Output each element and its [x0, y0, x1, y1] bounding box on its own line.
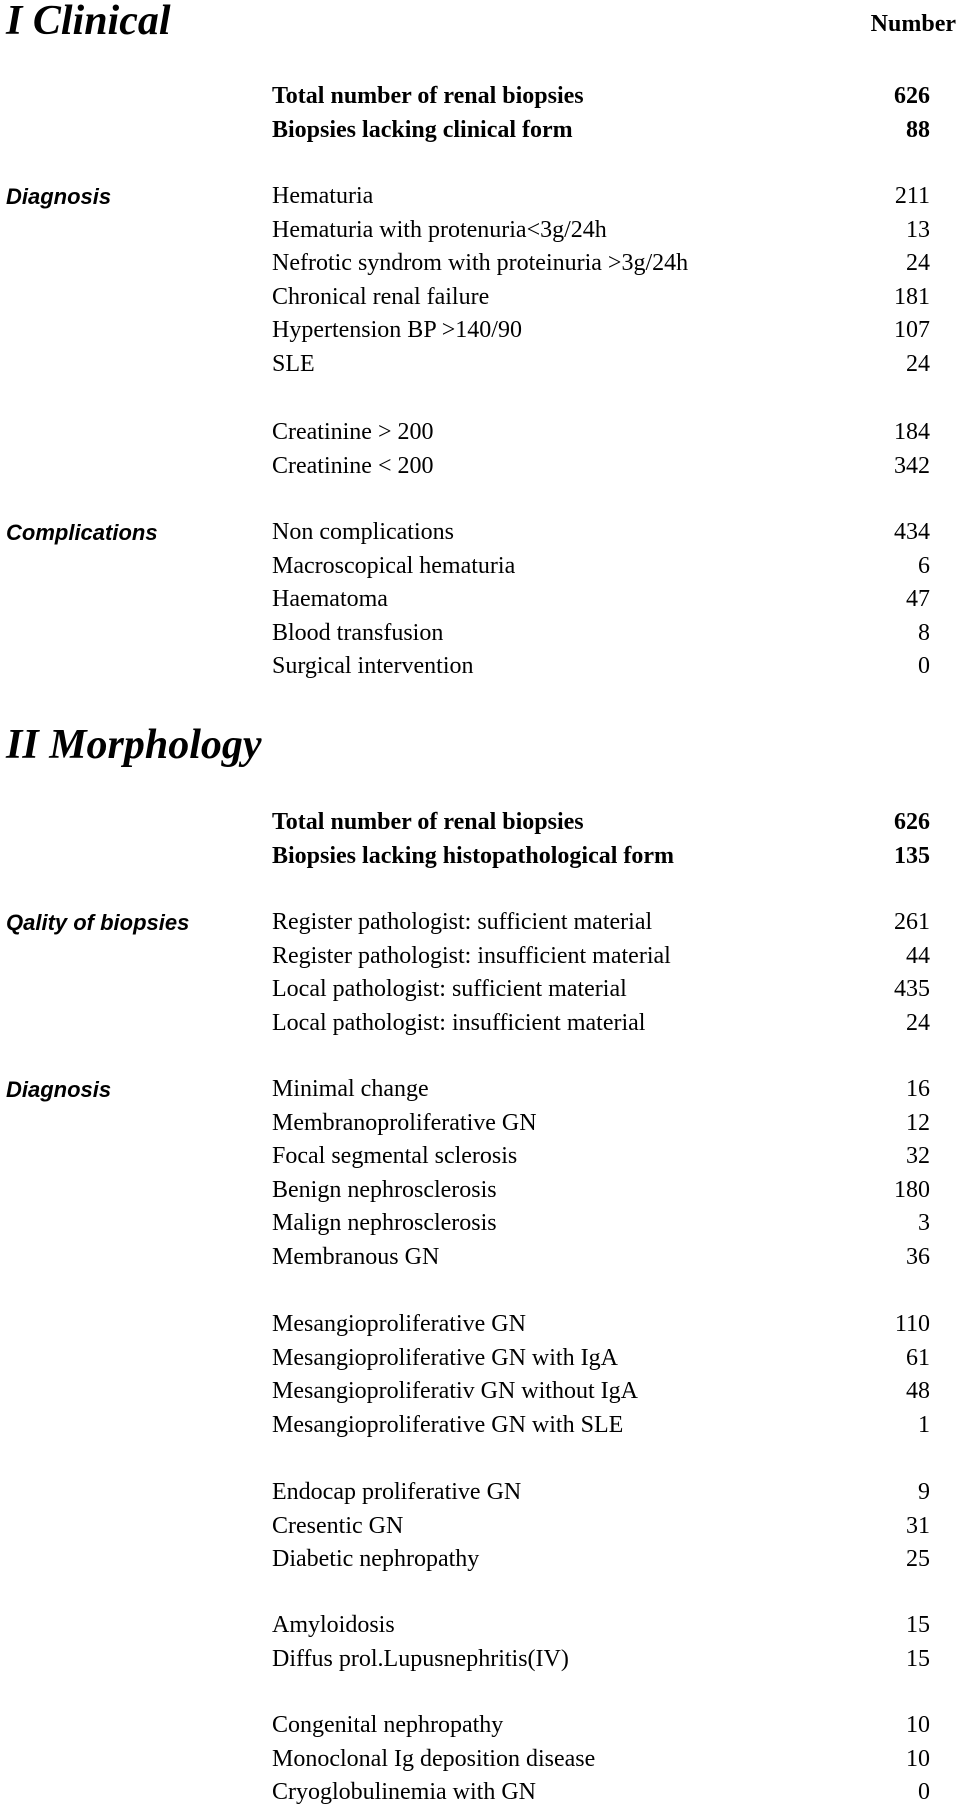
row-value: 6: [918, 552, 930, 579]
row-label: Non complications: [272, 519, 454, 545]
row-label: Creatinine < 200: [272, 452, 434, 479]
table-row: [272, 516, 930, 549]
table-row: [272, 1476, 930, 1509]
row-value: 261: [894, 909, 930, 935]
table-row: [272, 1174, 930, 1207]
row-label: Malign nephrosclerosis: [272, 1210, 497, 1236]
row-label: Register pathologist: insufficient material: [272, 942, 671, 969]
table-row: [272, 348, 930, 381]
table-row: [272, 550, 930, 583]
row-value: 36: [906, 1243, 930, 1270]
row-value: 626: [894, 809, 930, 835]
row-label: Blood transfusion: [272, 619, 444, 646]
row-label: Register pathologist: sufficient material: [272, 909, 653, 935]
row-value: 435: [894, 976, 930, 1002]
row-label: Total number of renal biopsies: [272, 83, 584, 109]
row-label: Chronical renal failure: [272, 283, 490, 310]
table-row: [272, 1241, 930, 1274]
complications-category: Complications: [6, 520, 158, 545]
table-row: [272, 906, 930, 939]
row-value: 15: [906, 1645, 930, 1672]
table-row: [272, 973, 930, 1006]
row-label: Local pathologist: sufficient material: [272, 976, 627, 1002]
row-value: 0: [918, 653, 930, 679]
row-value: 24: [906, 1009, 930, 1036]
row-value: 47: [906, 586, 930, 612]
table-row: [272, 114, 930, 147]
row-label: Creatinine > 200: [272, 419, 434, 445]
table-row: [272, 1643, 930, 1676]
row-label: Diabetic nephropathy: [272, 1546, 480, 1572]
row-label: Mesangioproliferative GN with SLE: [272, 1411, 624, 1438]
row-label: Congenital nephropathy: [272, 1712, 504, 1738]
row-value: 184: [894, 419, 930, 445]
table-row: [272, 1107, 930, 1140]
row-value: 48: [906, 1378, 930, 1404]
row-value: 16: [906, 1076, 930, 1102]
table-row: [272, 180, 930, 213]
row-value: 211: [894, 183, 930, 209]
table-row: [272, 650, 930, 683]
table-row: [272, 214, 930, 247]
table-row: [272, 1510, 930, 1543]
table-row: [272, 450, 930, 483]
row-value: 10: [906, 1712, 930, 1738]
row-label: Benign nephrosclerosis: [272, 1176, 497, 1203]
row-value: 107: [894, 317, 930, 343]
row-value: 10: [906, 1745, 930, 1772]
row-value: 180: [894, 1176, 930, 1203]
row-value: 24: [906, 250, 930, 276]
row-value: 12: [906, 1109, 930, 1136]
row-value: 9: [918, 1479, 930, 1505]
row-label: Minimal change: [272, 1076, 429, 1102]
row-label: Biopsies lacking histopathological form: [272, 842, 675, 869]
row-label: Haematoma: [272, 586, 388, 612]
table-row: [272, 314, 930, 347]
row-label: Mesangioproliferativ GN without IgA: [272, 1378, 638, 1404]
table-row: [272, 1007, 930, 1040]
row-label: Mesangioproliferative GN with IgA: [272, 1344, 618, 1371]
row-value: 1: [918, 1411, 930, 1438]
table-row: [272, 840, 930, 873]
row-label: Local pathologist: insufficient material: [272, 1009, 646, 1036]
row-label: Biopsies lacking clinical form: [272, 116, 573, 143]
row-value: 25: [906, 1546, 930, 1572]
table-row: [272, 1543, 930, 1576]
row-value: 434: [894, 519, 930, 545]
table-row: [272, 1207, 930, 1240]
table-row: [272, 617, 930, 650]
row-label: Focal segmental sclerosis: [272, 1143, 518, 1169]
row-label: Nefrotic syndrom with proteinuria >3g/24h: [272, 250, 689, 276]
row-label: Diffus prol.Lupusnephritis(IV): [272, 1645, 569, 1672]
row-value: 626: [894, 83, 930, 109]
clinical-diagnosis-category: Diagnosis: [6, 184, 112, 209]
row-label: Mesangioproliferative GN: [272, 1311, 526, 1337]
row-value: 88: [906, 116, 930, 143]
row-value: 31: [906, 1512, 930, 1539]
row-value: 15: [906, 1612, 930, 1638]
table-row: [272, 1308, 930, 1341]
row-value: 24: [906, 350, 930, 377]
table-row: [272, 1375, 930, 1408]
table-row: [272, 806, 930, 839]
row-label: Hypertension BP >140/90: [272, 317, 522, 343]
row-value: 32: [906, 1143, 930, 1169]
row-value: 44: [906, 942, 930, 969]
table-row: [272, 1609, 930, 1642]
row-label: Cresentic GN: [272, 1512, 404, 1539]
row-label: Hematuria: [272, 183, 374, 209]
table-row: [272, 583, 930, 616]
row-label: Total number of renal biopsies: [272, 809, 584, 835]
morphology-diagnosis-category: Diagnosis: [6, 1077, 112, 1102]
table-row: [272, 281, 930, 314]
table-row: [272, 1409, 930, 1442]
row-label: Amyloidosis: [272, 1612, 395, 1638]
table-row: [272, 416, 930, 449]
table-row: [272, 1743, 930, 1776]
row-value: 135: [894, 842, 930, 869]
row-value: 13: [906, 216, 930, 243]
row-value: 8: [918, 619, 930, 646]
row-label: Endocap proliferative GN: [272, 1479, 522, 1505]
row-label: SLE: [272, 350, 315, 377]
table-row: [272, 940, 930, 973]
row-label: Hematuria with protenuria<3g/24h: [272, 216, 607, 243]
row-label: Membranous GN: [272, 1243, 440, 1270]
table-row: [272, 80, 930, 113]
section-heading-morphology: II Morphology: [6, 722, 262, 768]
row-value: 61: [906, 1344, 930, 1371]
row-label: Macroscopical hematuria: [272, 552, 516, 579]
row-label: Membranoproliferative GN: [272, 1109, 537, 1136]
number-column-header: Number: [870, 11, 956, 37]
row-value: 181: [894, 283, 930, 310]
table-row: [272, 1709, 930, 1742]
row-label: Surgical intervention: [272, 653, 474, 679]
row-value: 3: [918, 1210, 930, 1236]
row-value: 110: [894, 1311, 930, 1337]
table-row: [272, 247, 930, 280]
table-row: [272, 1140, 930, 1173]
quality-category: Qality of biopsies: [6, 910, 190, 935]
section-heading-clinical: I Clinical: [6, 0, 171, 44]
row-value: 342: [894, 452, 930, 479]
table-row: [272, 1073, 930, 1106]
table-row: [272, 1342, 930, 1375]
table-row: [272, 1776, 930, 1809]
row-label: Monoclonal Ig deposition disease: [272, 1745, 596, 1772]
row-value: 0: [918, 1779, 930, 1805]
row-label: Cryoglobulinemia with GN: [272, 1779, 536, 1805]
